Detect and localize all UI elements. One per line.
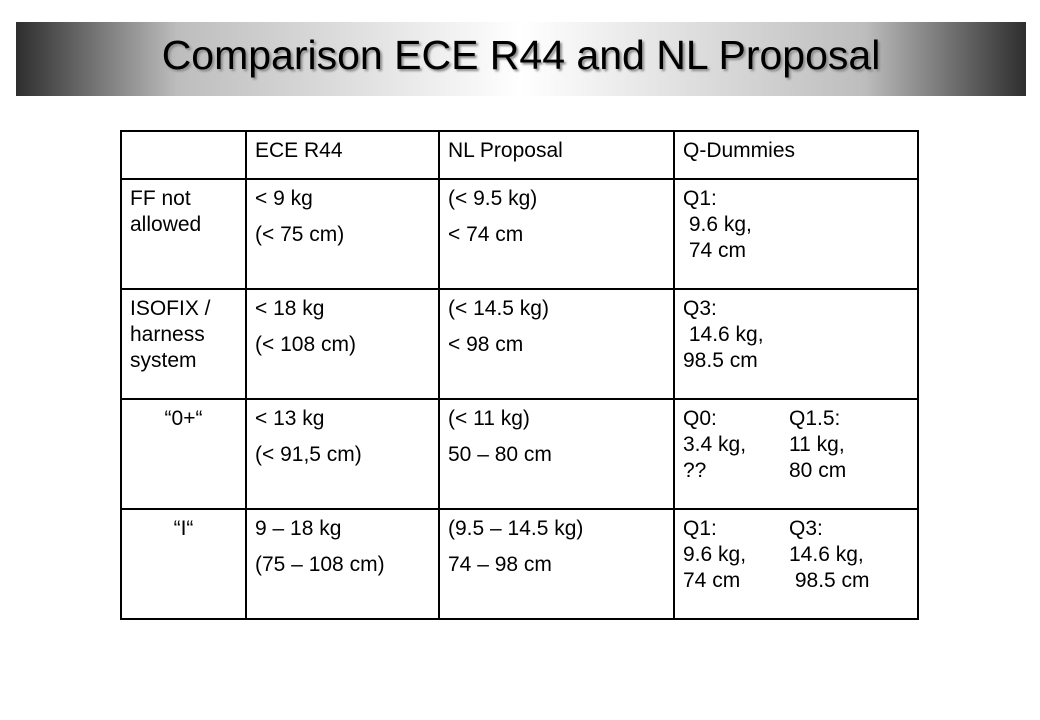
q-dummy-line (683, 516, 909, 542)
slide-title: Comparison ECE R44 and NL Proposal (161, 32, 881, 78)
q-dummy-line (683, 568, 909, 594)
q-dummy-b: 14.6 kg, (789, 543, 864, 566)
table-row (121, 509, 918, 619)
nl-weight: (< 9.5 kg) (448, 187, 538, 210)
q-dummy-line: 74 cm (683, 239, 747, 262)
q-dummy-cell (674, 179, 918, 289)
q-dummy-line: Q1: (683, 187, 717, 210)
q-dummy-a: Q0: (683, 407, 717, 430)
ece-weight: < 13 kg (255, 407, 325, 430)
table-row (121, 179, 918, 289)
q-dummy-b: 80 cm (789, 459, 847, 482)
nl-weight: (< 14.5 kg) (448, 297, 549, 320)
q-dummy-a: Q1: (683, 517, 717, 540)
nl-height: 74 – 98 cm (448, 553, 552, 576)
nl-weight: (< 11 kg) (448, 407, 530, 430)
nl-cell (439, 289, 674, 399)
q-dummy-line (683, 458, 909, 484)
q-dummy-cell (674, 509, 918, 619)
row-label-cell (121, 289, 246, 399)
header-cell-empty (121, 131, 246, 179)
nl-height: < 98 cm (448, 333, 524, 356)
q-dummy-a: 3.4 kg, (683, 433, 747, 456)
ece-cell (246, 399, 439, 509)
ece-height: (< 108 cm) (255, 333, 356, 356)
q-dummy-line: 14.6 kg, (683, 323, 764, 346)
table-row (121, 289, 918, 399)
ece-height: (< 91,5 cm) (255, 443, 362, 466)
nl-weight: (9.5 – 14.5 kg) (448, 517, 584, 540)
q-dummy-line (683, 542, 909, 568)
row-label-line: system (130, 349, 197, 372)
q-dummy-b: 11 kg, (789, 433, 845, 456)
ece-cell (246, 179, 439, 289)
q-dummy-b: Q3: (789, 517, 823, 540)
nl-height: < 74 cm (448, 223, 524, 246)
q-dummy-a: ?? (683, 459, 707, 482)
header-cell-q-dummies: Q-Dummies (674, 131, 918, 179)
row-label-cell: “0+“ (121, 399, 246, 509)
table-row (121, 399, 918, 509)
q-dummy-a: 9.6 kg, (683, 543, 747, 566)
q-dummy-line (683, 432, 909, 458)
table-header-row (121, 131, 918, 179)
row-label-cell (121, 179, 246, 289)
header-cell-ece-r44: ECE R44 (246, 131, 439, 179)
ece-height: (75 – 108 cm) (255, 553, 385, 576)
ece-cell (246, 289, 439, 399)
nl-cell (439, 509, 674, 619)
q-dummy-line: 9.6 kg, (683, 213, 752, 236)
q-dummy-line (683, 406, 909, 432)
header-cell-nl-proposal: NL Proposal (439, 131, 674, 179)
q-dummy-a: 74 cm (683, 569, 741, 592)
row-label-line: FF not (130, 187, 191, 210)
row-label-line: allowed (130, 213, 202, 236)
q-dummy-cell (674, 289, 918, 399)
ece-cell (246, 509, 439, 619)
q-dummy-cell (674, 399, 918, 509)
ece-weight: < 18 kg (255, 297, 325, 320)
row-label-line: harness (130, 323, 205, 346)
row-label-cell: “I“ (121, 509, 246, 619)
nl-cell (439, 399, 674, 509)
row-label-line: ISOFIX / (130, 297, 211, 320)
ece-weight: < 9 kg (255, 187, 313, 210)
q-dummy-line: 98.5 cm (683, 349, 758, 372)
nl-height: 50 – 80 cm (448, 443, 552, 466)
ece-height: (< 75 cm) (255, 223, 345, 246)
nl-cell (439, 179, 674, 289)
q-dummy-b: 98.5 cm (789, 569, 870, 592)
q-dummy-line: Q3: (683, 297, 717, 320)
comparison-table (120, 130, 919, 620)
q-dummy-b: Q1.5: (789, 407, 841, 430)
title-bar (16, 22, 1026, 96)
ece-weight: 9 – 18 kg (255, 517, 342, 540)
